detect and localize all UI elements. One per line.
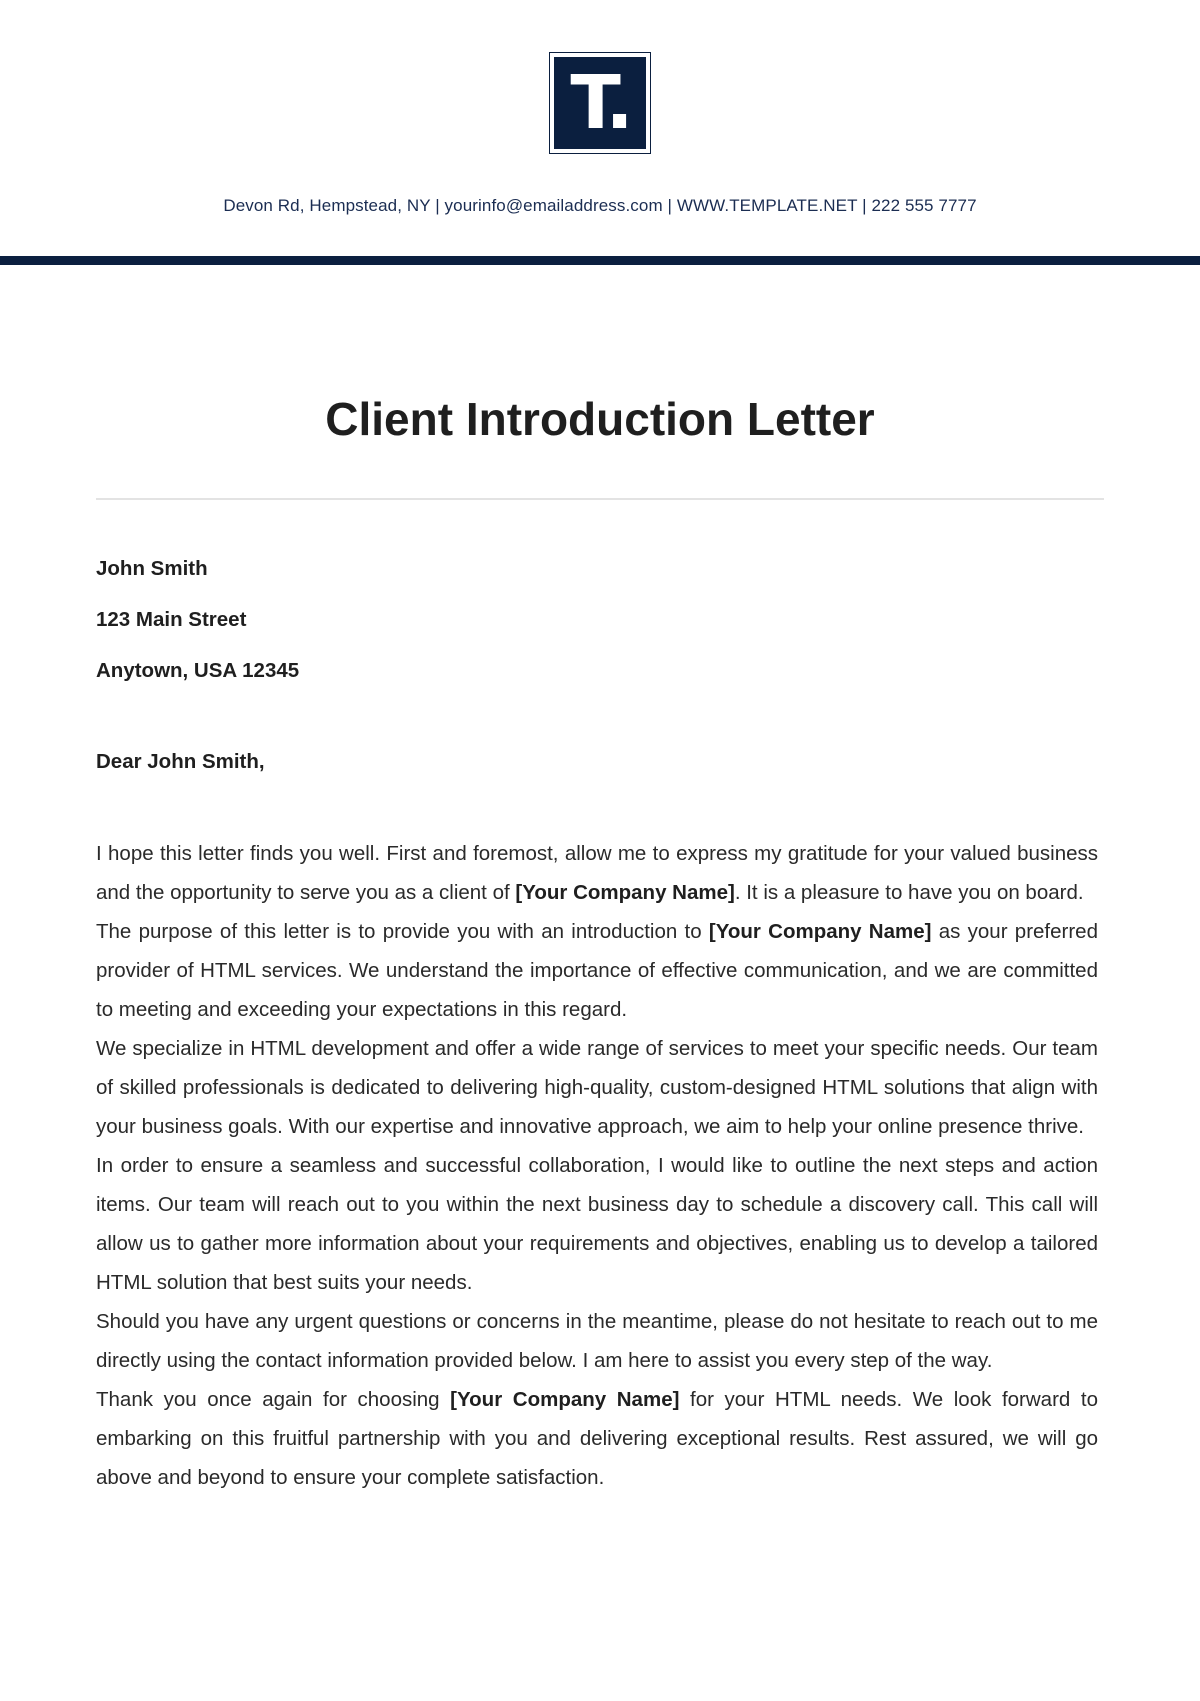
recipient-name: John Smith	[96, 557, 208, 580]
paragraph-1-text-a: I hope this letter finds you well. First and foremost, allow me to express my gratitude for your valued business and the opportunity to serve you as a client of	[96, 842, 1098, 904]
contact-line: Devon Rd, Hempstead, NY | yourinfo@emailaddress.com | WWW.TEMPLATE.NET | 222 555 7777	[223, 196, 977, 215]
company-name-placeholder: [Your Company Name]	[515, 881, 735, 904]
paragraph-2	[96, 912, 1098, 1029]
company-name-placeholder: [Your Company Name]	[450, 1388, 680, 1411]
salutation: Dear John Smith,	[96, 750, 265, 773]
paragraph-2-text-a: The purpose of this letter is to provide you with an introduction to	[96, 920, 709, 943]
paragraph-2-text-b: as your preferred provider of HTML services. We understand the importance of effective communication, and we are committed to meeting and exceeding your expectations in this regard.	[96, 920, 1098, 1021]
letterhead	[0, 0, 1200, 264]
paragraph-1-text-b: . It is a pleasure to have you on board.	[734, 881, 1084, 904]
header-divider	[0, 256, 1200, 265]
title-divider	[96, 498, 1104, 500]
recipient-city: Anytown, USA 12345	[96, 659, 300, 682]
logo-letter: T.	[570, 60, 630, 146]
letter-body	[96, 834, 1098, 1497]
page-title: Client Introduction Letter	[325, 393, 875, 445]
paragraph-5: Should you have any urgent questions or concerns in the meantime, please do not hesitate to reach out to me directly using the contact information provided below. I am here to assist you every step of the way.	[96, 1310, 1098, 1372]
company-name-placeholder: [Your Company Name]	[708, 920, 932, 943]
paragraph-4: In order to ensure a seamless and successful collaboration, I would like to outline the next steps and action items. Our team will reach out to you within the next business day to schedule a discovery call. This call will allow us to gather more information about your requirements and objectives, enabling us to develop a tailored HTML solution that best suits your needs.	[96, 1154, 1098, 1294]
company-logo	[549, 52, 651, 154]
recipient-address	[96, 555, 299, 708]
paragraph-6-text-a: Thank you once again for choosing	[96, 1388, 451, 1411]
recipient-street: 123 Main Street	[96, 608, 247, 631]
paragraph-3: We specialize in HTML development and offer a wide range of services to meet your specific needs. Our team of skilled professionals is dedicated to delivering high-quality, custom-designed HTML solutions that align with your business goals. With our expertise and innovative approach, we aim to help your online presence thrive.	[96, 1037, 1098, 1138]
paragraph-6-text-b: for your HTML needs. We look forward to embarking on this fruitful partnership with you and delivering exceptional results. Rest assured, we will go above and beyond to ensure your complete satisfaction.	[96, 1388, 1098, 1489]
logo-badge	[554, 57, 646, 149]
paragraph-1	[96, 834, 1098, 912]
paragraph-6	[96, 1380, 1098, 1497]
